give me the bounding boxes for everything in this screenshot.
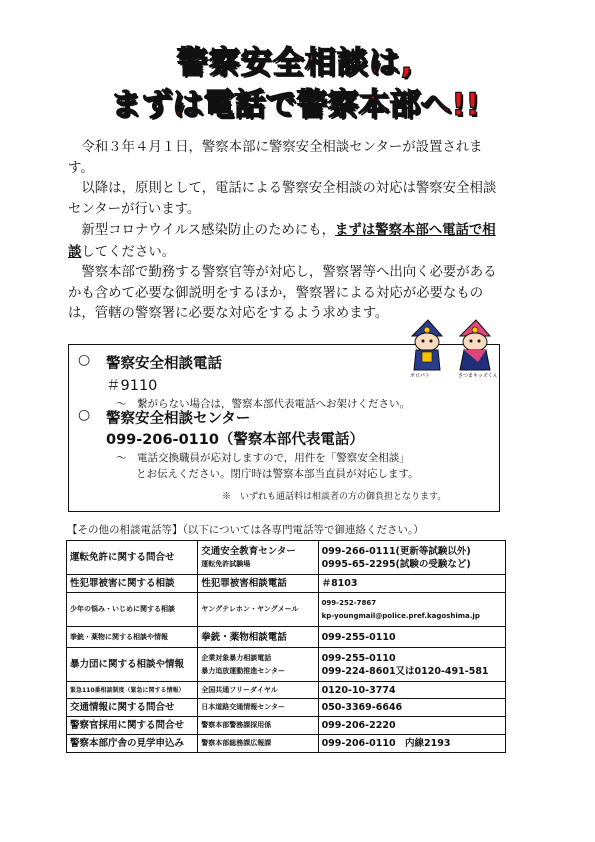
topic-cell: 警察官採用に関する問合せ [67,717,198,735]
mascot-left [412,320,442,370]
box-footnote: ※ いずれも通話料は相談者の方の御負担となります。 [222,492,447,502]
item2-note-line2: とお伝えください。閉庁時は警察本部当直員が対応します。 [136,468,419,480]
org-cell: 全国共通フリーダイヤル [198,682,318,699]
banner-line-1: 警察安全相談は, [176,45,414,81]
topic-cell: 警察本部庁舎の見学申込み [67,735,198,753]
tel-cell [318,541,505,575]
paragraph-3-post: してください。 [81,244,176,260]
item1-title: 警察安全相談電話 [106,356,222,372]
table-row [67,699,506,717]
paragraph-2: 以降は，原則として，電話による警察安全相談の対応は警察安全相談センターが行います。 [68,181,497,217]
paragraph-3-emphasis: まずは警察本部へ電話で相談 [68,222,496,260]
tel-cell: 099-255-0110 [318,627,505,648]
mascot-right-name: さつまキッズくん [458,373,498,378]
org-cell: ヤングテレホン・ヤングメール [198,593,318,627]
org-line: 交通安全教育センター [201,545,296,557]
bullet-circle-2: ○ [78,407,91,423]
tel-line: 099-255-0110 [321,652,396,664]
tel-line: 099-266-0111(更新等試験以外) [321,545,471,557]
police-mascots-illustration [404,318,500,378]
org-cell: 拳銃・薬物相談電話 [198,627,318,648]
topic-cell: 運転免許に関する問合せ [67,541,198,575]
org-line: 企業対象暴力相談電話 [201,653,272,662]
org-cell: 警察本部警務課採用係 [198,717,318,735]
tel-cell: 099-206-0110 内線2193 [318,735,505,753]
topic-cell: 交通情報に関する問合せ [67,699,198,717]
bullet-circle-1: ○ [78,352,91,368]
item2-number: 099-206-0110（警察本部代表電話） [106,432,364,448]
item2-title: 警察安全相談センター [106,411,251,427]
topic-cell: 拳銃・薬物に関する相談や情報 [67,627,198,648]
tel-line: 099-252-7867 [321,598,377,607]
table-row [67,593,506,627]
contacts-table [66,540,506,753]
table-row [67,627,506,648]
topic-cell: 暴力団に関する相談や情報 [67,648,198,682]
tel-cell: 050-3369-6646 [318,699,505,717]
title-banner [60,42,530,130]
org-cell: 日本道路交通情報センター [198,699,318,717]
topic-cell: 緊急110番相談制度（緊急に関する情報） [67,682,198,699]
table-row [67,648,506,682]
announcement-text [68,138,508,325]
table-row [67,717,506,735]
item2-note-line1: ～ 電話交換職員が応対しますので，用件を「警察安全相談」 [116,452,410,464]
org-cell: 性犯罪被害相談電話 [198,575,318,593]
org-cell [198,541,318,575]
mascot-left-name: ポロパト [410,373,430,378]
mascot-right [460,320,490,370]
org-line: 暴力追放運動推進センター [201,666,286,675]
tel-line: 0995-65-2295(試験の受験など) [321,558,471,570]
org-cell [198,648,318,682]
banner-line-2: まずは電話で警察本部へ!! [110,87,480,123]
paragraph-1: 令和３年４月１日，警察本部に警察安全相談センターが設置されます。 [68,140,483,176]
org-cell: 警察本部総務課広報課 [198,735,318,753]
table-row [67,682,506,699]
tel-line: 099-224-8601又は0120-491-581 [321,665,489,677]
tel-cell: ＃8103 [318,575,505,593]
other-contacts-title: 【その他の相談電話等】（以下については各専門電話等で御連絡ください。） [67,524,424,536]
table-row [67,575,506,593]
topic-cell: 性犯罪被害に関する相談 [67,575,198,593]
item1-note: ～ 繋がらない場合は，警察本部代表電話へお架けください。 [116,398,410,410]
email-line: kp-youngmail@police.pref.kagoshima.jp [321,611,480,620]
org-line: 運転免許試験場 [201,559,251,568]
paragraph-3 [68,220,508,263]
topic-cell: 少年の悩み・いじめに関する相談 [67,593,198,627]
paragraph-4: 警察本部で勤務する警察官等が対応し，警察署等へ出向く必要があるかも含めて必要な御説明をするほか，警察署による対応が必要なものは，管轄の警察署に必要な対応をするよう求めます。 [68,265,497,321]
table-row [67,541,506,575]
item1-number: ＃9110 [106,378,158,394]
tel-cell: 0120-10-3774 [318,682,505,699]
tel-cell [318,648,505,682]
paragraph-3-pre: 新型コロナウイルス感染防止のためにも， [81,223,336,238]
table-row [67,735,506,753]
tel-cell [318,593,505,627]
tel-cell: 099-206-2220 [318,717,505,735]
